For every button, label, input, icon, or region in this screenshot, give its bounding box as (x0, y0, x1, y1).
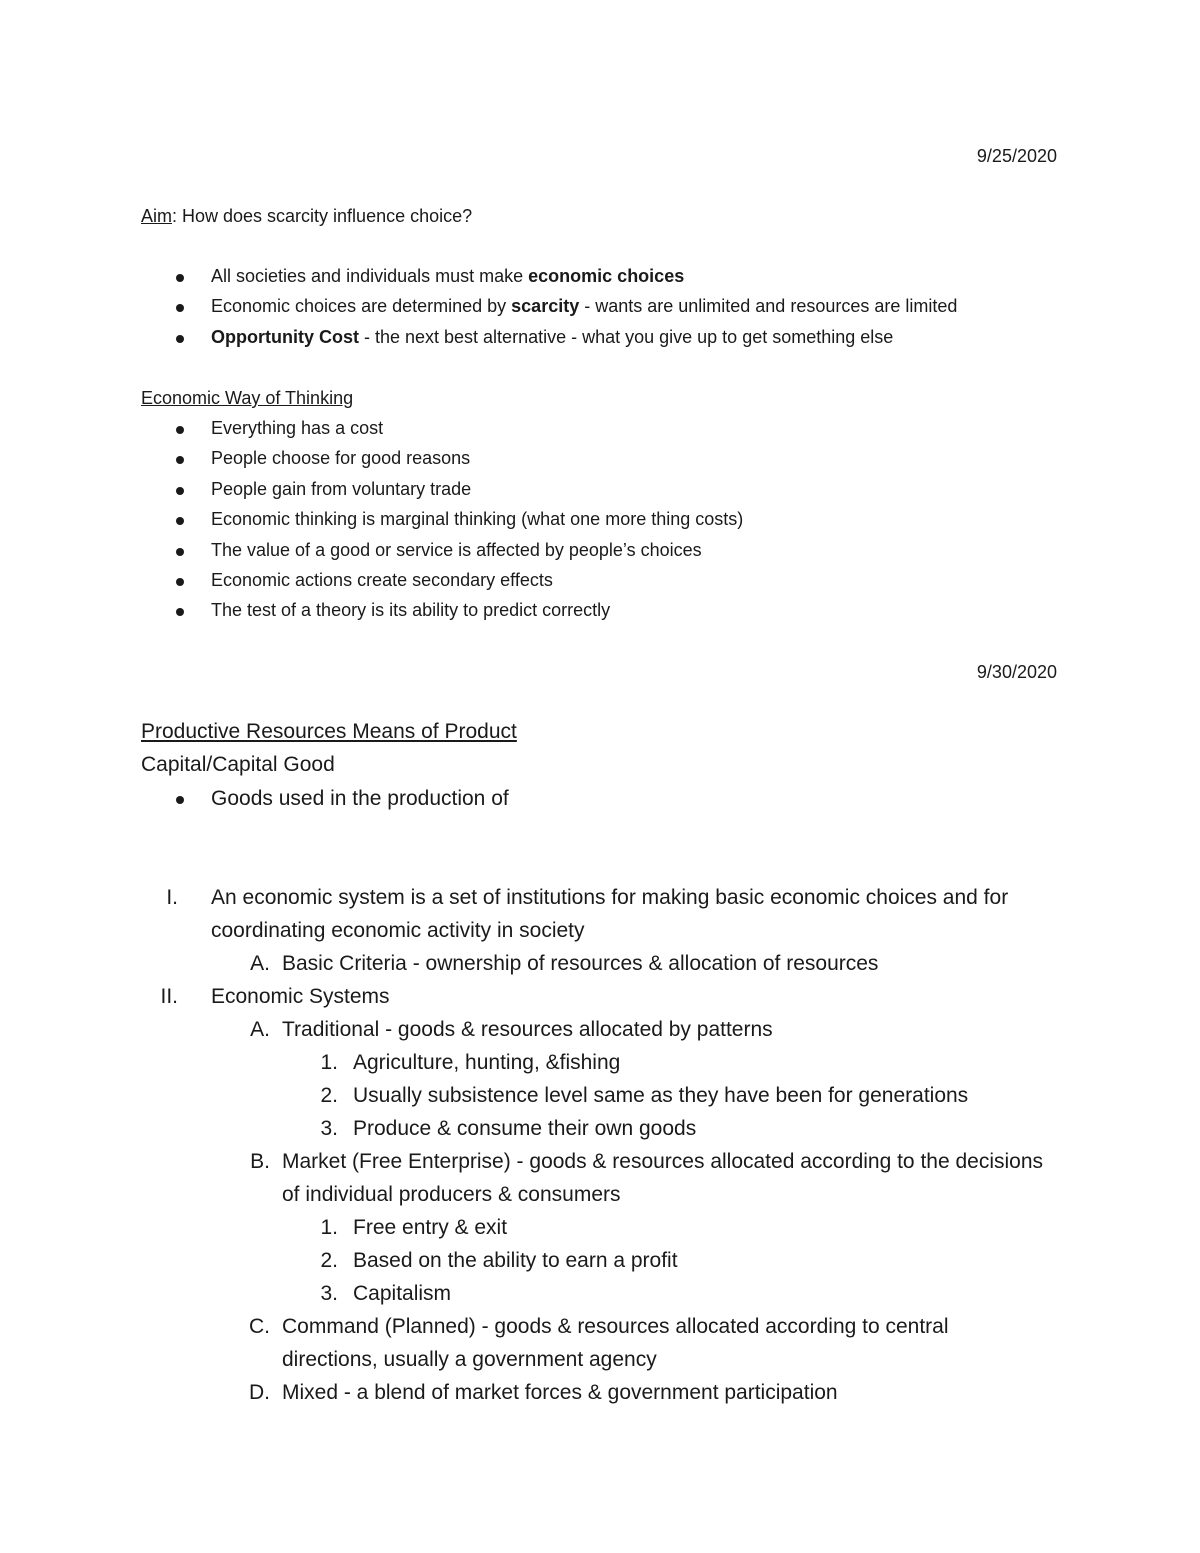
outline-text: Mixed - a blend of market forces & government participation (282, 1381, 838, 1404)
outline-label: 3. (320, 1117, 338, 1140)
outline-label: 2. (320, 1249, 338, 1272)
section-subheading: Capital/Capital Good (141, 753, 335, 776)
aim-line (141, 206, 472, 227)
outline-label: 2. (320, 1084, 338, 1107)
bullet-icon (176, 426, 184, 434)
bullet-item: All societies and individuals must make economic choices (211, 266, 685, 286)
way-heading: Economic Way of Thinking (141, 388, 354, 408)
bullet-icon (176, 796, 184, 804)
outline-text: An economic system is a set of institutions for making basic economic choices and for (211, 886, 1009, 909)
outline-label: D. (249, 1381, 270, 1404)
outline-label: B. (250, 1150, 270, 1173)
outline-text: Command (Planned) - goods & resources allocated according to central (282, 1315, 949, 1338)
outline-label: 1. (320, 1051, 338, 1074)
aim-label: Aim (141, 206, 172, 226)
bullet-icon (176, 578, 184, 586)
outline-text: Produce & consume their own goods (353, 1117, 697, 1140)
outline-label: A. (250, 952, 270, 975)
way-item: The test of a theory is its ability to predict correctly (211, 600, 611, 620)
bullet-icon (176, 456, 184, 464)
outline-label: 3. (320, 1282, 338, 1305)
outline-text: of individual producers & consumers (282, 1183, 621, 1206)
way-item: The value of a good or service is affected by people’s choices (211, 540, 702, 560)
outline-text: Market (Free Enterprise) - goods & resources allocated according to the decisions (282, 1150, 1044, 1173)
outline-text: coordinating economic activity in society (211, 919, 585, 942)
outline-text: Usually subsistence level same as they have been for generations (353, 1084, 969, 1107)
outline-text: Based on the ability to earn a profit (353, 1249, 678, 1272)
outline-label: C. (249, 1315, 270, 1338)
outline-label: II. (160, 985, 178, 1008)
bullet-item: Opportunity Cost - the next best alternative - what you give up to get something else (211, 327, 894, 347)
outline-text: Traditional - goods & resources allocated by patterns (282, 1018, 773, 1041)
way-item: Everything has a cost (211, 418, 384, 438)
bullet-item: Economic choices are determined by scarcity - wants are unlimited and resources are limited (211, 296, 958, 316)
date-1: 9/25/2020 (976, 146, 1057, 166)
date-2: 9/30/2020 (976, 662, 1057, 682)
outline-text: Basic Criteria - ownership of resources & allocation of resources (282, 952, 879, 975)
outline-label: I. (166, 886, 178, 909)
outline-label: A. (250, 1018, 270, 1041)
way-item: People gain from voluntary trade (211, 479, 472, 499)
bullet-icon (176, 335, 184, 343)
aim-text: : How does scarcity influence choice? (172, 206, 473, 226)
outline-text: Free entry & exit (353, 1216, 508, 1239)
outline-text: directions, usually a government agency (282, 1348, 657, 1371)
bullet-icon (176, 487, 184, 495)
bullet-icon (176, 517, 184, 525)
outline-text: Agriculture, hunting, &fishing (353, 1051, 621, 1074)
way-item: Economic thinking is marginal thinking (what one more thing costs) (211, 509, 744, 529)
bullet-item: Goods used in the production of (211, 787, 509, 810)
bullet-icon (176, 274, 184, 282)
outline-label: 1. (320, 1216, 338, 1239)
way-item: Economic actions create secondary effects (211, 570, 553, 590)
bullet-icon (176, 548, 184, 556)
section-heading: Productive Resources Means of Product (141, 720, 517, 743)
outline-text: Capitalism (353, 1282, 452, 1305)
outline-text: Economic Systems (211, 985, 390, 1008)
bullet-icon (176, 608, 184, 616)
bullet-icon (176, 304, 184, 312)
way-item: People choose for good reasons (211, 448, 471, 468)
